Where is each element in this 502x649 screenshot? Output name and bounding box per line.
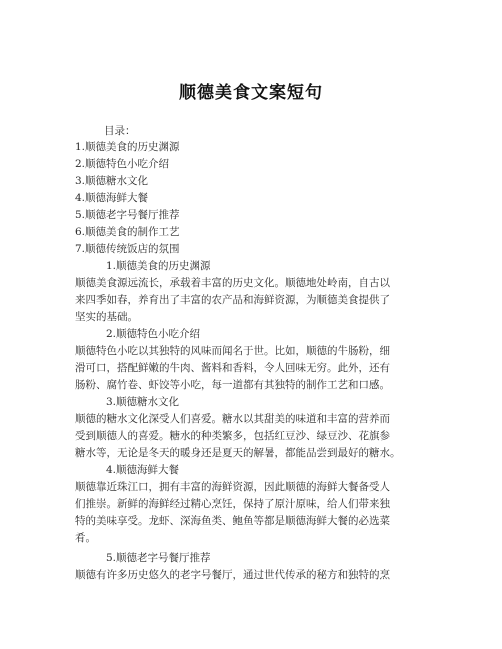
document-title: 顺德美食文案短句 — [179, 83, 323, 103]
paragraph-line: 顺德有许多历史悠久的老字号餐厅，通过世代传承的秘方和独特的烹 — [75, 569, 390, 581]
paragraph-line: 顺德靠近珠江口，拥有丰富的海鲜资源，因此顺德的海鲜大餐备受人 — [75, 481, 390, 493]
paragraph-line: 来四季如春，养育出了丰富的农产品和海鲜资源，为顺德美食提供了 — [75, 294, 390, 306]
toc-item: 7.顺德传统饭店的氛围 — [75, 243, 180, 255]
toc-item: 3.顺德糖水文化 — [75, 175, 149, 187]
paragraph-line: 糖水等，无论是冬天的暖身还是夏天的解暑，都能品尝到最好的糖水。 — [75, 447, 401, 459]
toc-item: 2.顺德特色小吃介绍 — [75, 158, 170, 170]
paragraph-line: 顺德特色小吃以其独特的风味而闻名于世。比如，顺德的牛肠粉，细 — [75, 345, 390, 357]
paragraph-line: 顺德美食源远流长，承载着丰富的历史文化。顺德地处岭南，自古以 — [75, 277, 390, 289]
paragraph-line: 受到顺德人的喜爱。糖水的种类繁多，包括红豆沙、绿豆沙、花旗参 — [75, 430, 390, 442]
toc-item: 6.顺德美食的制作工艺 — [75, 226, 180, 238]
paragraph-line: 肠粉、腐竹卷、虾饺等小吃，每一道都有其独特的制作工艺和口感。 — [75, 379, 390, 391]
paragraph-line: 特的美味享受。龙虾、深海鱼类、鲍鱼等都是顺德海鲜大餐的必选菜 — [75, 515, 390, 527]
section-heading: 1.顺德美食的历史渊源 — [106, 260, 211, 272]
toc-heading: 目录： — [104, 125, 136, 137]
paragraph-line: 肴。 — [75, 532, 96, 544]
toc-item: 5.顺德老字号餐厅推荐 — [75, 209, 180, 221]
section-heading: 3.顺德糖水文化 — [106, 396, 180, 408]
paragraph-line: 坚实的基础。 — [75, 311, 138, 323]
toc-item: 1.顺德美食的历史渊源 — [75, 141, 180, 153]
paragraph-line: 顺德的糖水文化深受人们喜爱。糖水以其甜美的味道和丰富的营养而 — [75, 413, 390, 425]
toc-item: 4.顺德海鲜大餐 — [75, 192, 149, 204]
paragraph-line: 们推崇。新鲜的海鲜经过精心烹饪，保持了原汁原味，给人们带来独 — [75, 498, 390, 510]
section-heading: 5.顺德老字号餐厅推荐 — [106, 552, 211, 564]
section-heading: 4.顺德海鲜大餐 — [106, 464, 180, 476]
section-heading: 2.顺德特色小吃介绍 — [106, 328, 201, 340]
paragraph-line: 滑可口，搭配鲜嫩的牛肉、酱料和香料，令人回味无穷。此外，还有 — [75, 362, 390, 374]
